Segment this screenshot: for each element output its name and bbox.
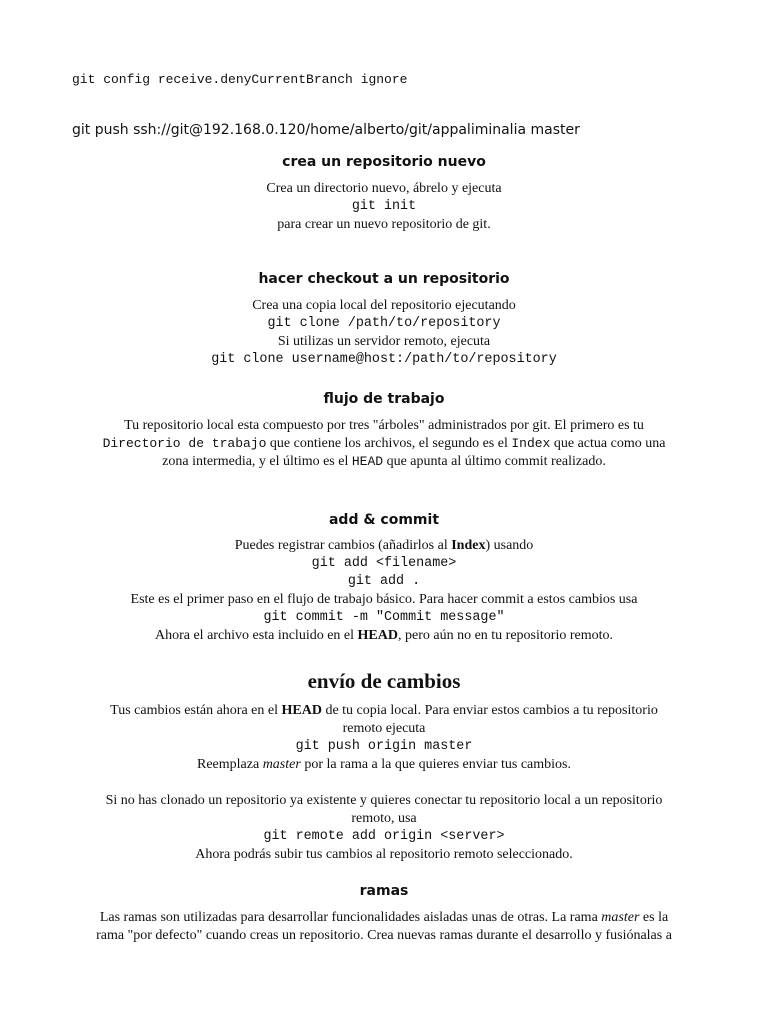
italic-span: master: [601, 910, 640, 925]
code-line: git clone username@host:/path/to/repository: [211, 352, 557, 367]
push-command: git push ssh://git@192.168.0.120/home/alberto/git/appaliminalia master: [72, 122, 580, 138]
text-span: Tu repositorio local esta compuesto por tres "árboles" administrados por git. El primero es tu: [124, 418, 644, 433]
section-flujo: [60, 390, 708, 471]
paragraph-text: [60, 417, 708, 471]
section-envio: [60, 668, 708, 864]
paragraph-text: Este es el primer paso en el flujo de trabajo básico. Para hacer commit a estos cambios usa: [130, 592, 638, 607]
paragraph-text: [60, 909, 708, 945]
paragraph-text: [60, 702, 708, 738]
paragraph-text: Si utilizas un servidor remoto, ejecuta: [277, 334, 491, 349]
text-span: Tus cambios están ahora en el: [110, 703, 282, 718]
text-span: que actua como una: [550, 436, 666, 451]
text-span: Ahora el archivo esta incluido en el: [154, 628, 358, 643]
text-span: Reemplaza: [197, 757, 263, 772]
bold-span: HEAD: [281, 703, 322, 718]
bold-span: HEAD: [357, 628, 398, 643]
bold-span: Index: [451, 538, 486, 553]
section-heading: flujo de trabajo: [323, 391, 445, 407]
section-checkout: [60, 270, 708, 369]
text-span: Puedes registrar cambios (añadirlos al: [234, 538, 452, 553]
code-line: git push origin master: [295, 739, 473, 754]
paragraph-text: [60, 537, 708, 555]
section-heading: ramas: [359, 883, 409, 899]
text-span: Las ramas son utilizadas para desarrollar funcionalidades aisladas unas de otras. La rama: [99, 910, 602, 925]
code-span: HEAD: [351, 454, 384, 469]
text-span: rama "por defecto" cuando creas un repositorio. Crea nuevas ramas durante el desarrollo y fusiónalas a: [96, 928, 672, 943]
code-span: Directorio de trabajo: [102, 436, 267, 451]
code-span: Index: [511, 436, 551, 451]
text-span: Si no has clonado un repositorio ya existente y quieres conectar tu repositorio local a un repositorio: [105, 793, 663, 808]
paragraph-text: Ahora podrás subir tus cambios al repositorio remoto seleccionado.: [195, 847, 573, 862]
paragraph-text: [60, 627, 708, 645]
text-span: remoto ejecuta: [342, 721, 426, 736]
code-line: git clone /path/to/repository: [267, 316, 501, 331]
text-span: es la: [639, 910, 669, 925]
code-line: git add .: [347, 574, 421, 589]
text-span: que apunta al último commit realizado.: [383, 454, 606, 469]
code-line: git remote add origin <server>: [263, 829, 505, 844]
section-ramas: [60, 882, 708, 945]
code-line: git commit -m "Commit message": [263, 610, 505, 625]
section-heading: add & commit: [328, 512, 440, 528]
text-span: , pero aún no en tu repositorio remoto.: [397, 628, 613, 643]
text-span: que contiene los archivos, el segundo es el: [266, 436, 512, 451]
code-line: git add <filename>: [311, 556, 457, 571]
paragraph-text: Crea un directorio nuevo, ábrelo y ejecuta: [266, 181, 502, 196]
text-span: zona intermedia, y el último es el: [162, 454, 352, 469]
section-heading: hacer checkout a un repositorio: [258, 271, 510, 287]
text-span: ) usando: [485, 538, 534, 553]
section-heading: crea un repositorio nuevo: [282, 154, 486, 170]
paragraph-text: [60, 756, 708, 774]
italic-span: master: [262, 757, 301, 772]
section-crea: [60, 153, 708, 234]
text-span: remoto, usa: [351, 811, 417, 826]
config-command: git config receive.denyCurrentBranch ignore: [72, 72, 408, 87]
section-heading: envío de cambios: [307, 669, 461, 693]
paragraph-text: [60, 792, 708, 828]
text-span: por la rama a la que quieres enviar tus cambios.: [300, 757, 571, 772]
code-line: git init: [351, 199, 417, 214]
section-add-commit: [60, 511, 708, 645]
paragraph-text: para crear un nuevo repositorio de git.: [277, 217, 491, 232]
paragraph-text: Crea una copia local del repositorio ejecutando: [252, 298, 516, 313]
text-span: de tu copia local. Para enviar estos cambios a tu repositorio: [321, 703, 658, 718]
